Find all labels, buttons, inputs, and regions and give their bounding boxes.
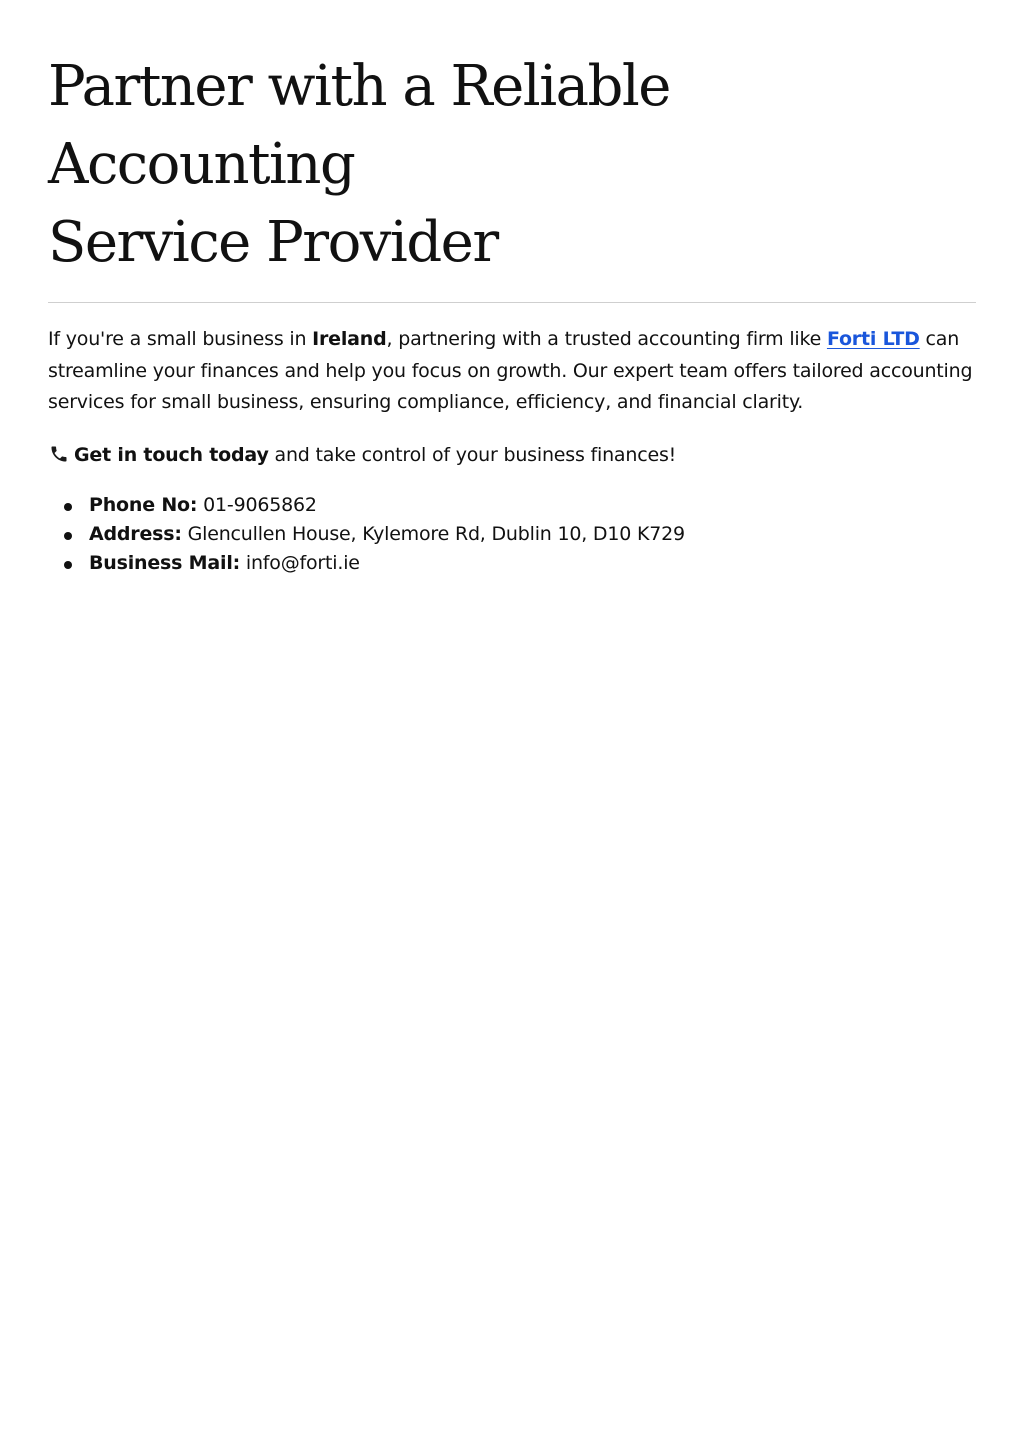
page-title-line-2: Service Provider [48, 210, 498, 275]
contact-address-label: Address: [89, 522, 182, 545]
page-title [48, 0, 976, 282]
cta-strong: Get in touch today [74, 443, 269, 466]
phone-icon [48, 443, 70, 463]
contact-phone-value: 01-9065862 [197, 493, 317, 516]
intro-text-2: , partnering with a trusted accounting firm like [386, 328, 827, 350]
bullet [64, 503, 72, 511]
page-title-line-1: Partner with a Reliable Accounting [48, 54, 670, 197]
call-to-action [48, 440, 976, 471]
intro-text-1: If you're a small business in [48, 328, 313, 350]
contact-phone-label: Phone No: [89, 493, 198, 516]
article [48, 0, 976, 578]
bullet [64, 561, 72, 569]
contact-email-label: Business Mail: [89, 551, 241, 574]
contact-address-value: Glencullen House, Kylemore Rd, Dublin 10, D10 K729 [181, 522, 685, 545]
cta-text: and take control of your business finances! [268, 443, 677, 466]
contact-address [48, 520, 976, 549]
company-link[interactable]: Forti LTD [826, 328, 920, 350]
bullet [64, 532, 72, 540]
contact-list [48, 491, 976, 578]
contact-phone [48, 491, 976, 520]
divider [48, 302, 976, 303]
contact-email-value: info@forti.ie [240, 551, 360, 574]
intro-text-3: can streamline your finances and help you focus on growth. Our expert team offers tailored accounting services for small business, ensuring compliance, efficiency, and financial clarity. [48, 328, 973, 413]
intro-location: Ireland [312, 328, 387, 350]
intro-paragraph [48, 324, 976, 419]
contact-email [48, 549, 976, 578]
